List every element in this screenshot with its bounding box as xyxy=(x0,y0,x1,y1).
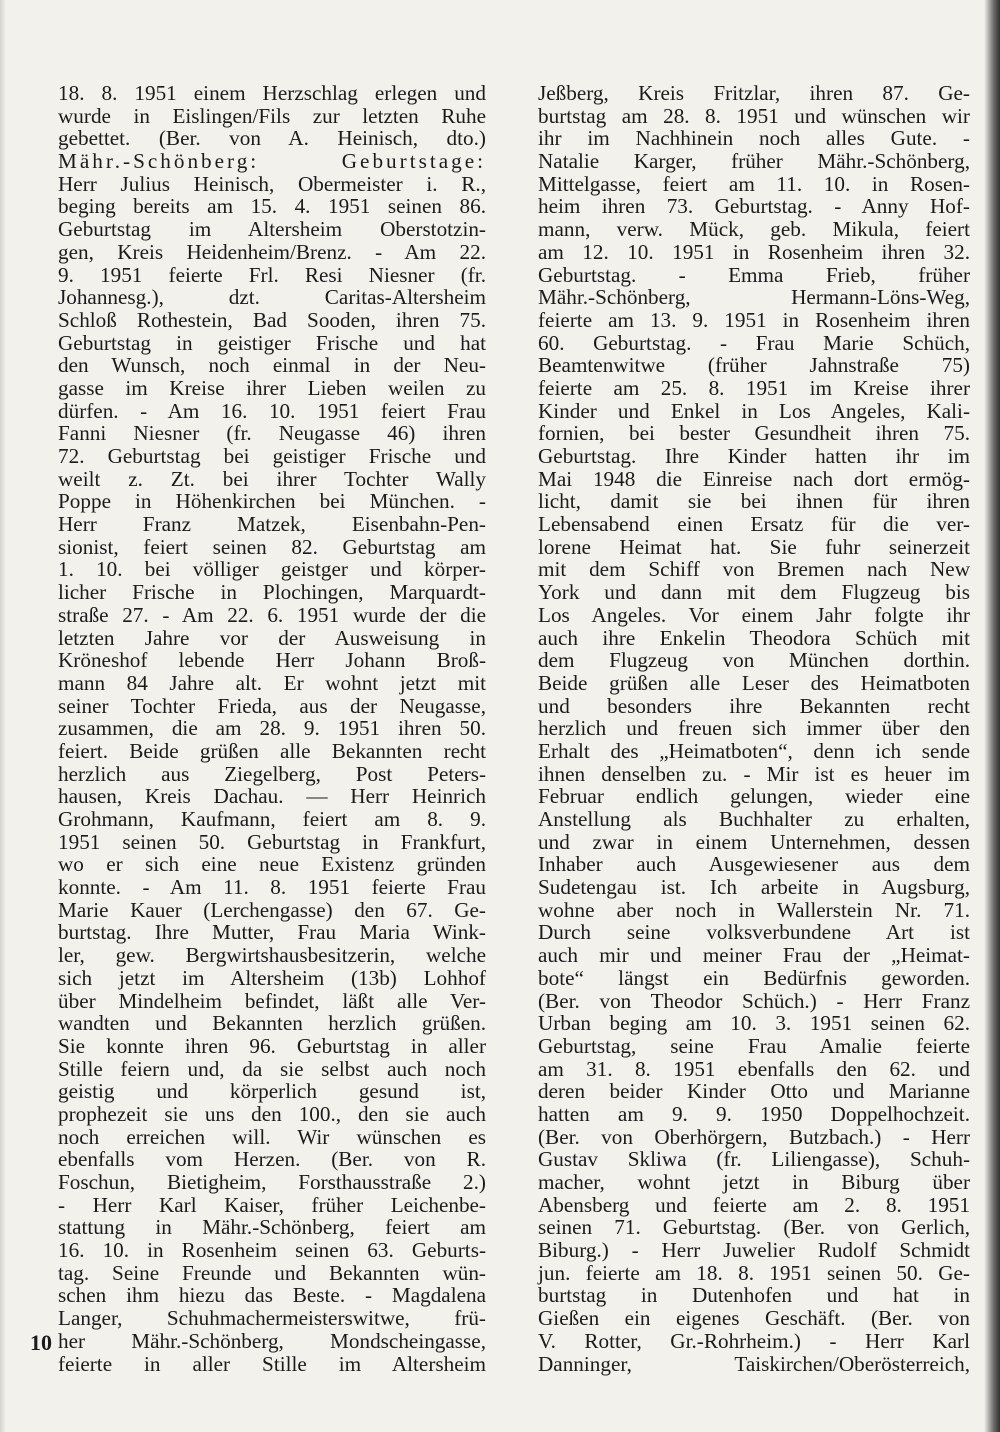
right-column-line: burtstag am 28. 8. 1951 und wünschen wir xyxy=(538,103,970,128)
left-column-line: Schloß Rothestein, Bad Sooden, ihren 75. xyxy=(58,307,486,332)
right-text-column xyxy=(538,82,970,1375)
left-column-line: sionist, feiert seinen 82. Geburtstag am xyxy=(58,534,486,559)
left-column-line: gebettet. (Ber. von A. Heinisch, dto.) xyxy=(58,126,486,151)
left-column-line: 72. Geburtstag bei geistiger Frische und xyxy=(58,444,486,468)
right-column-line: macher, wohnt jetzt in Biburg über xyxy=(538,1170,970,1194)
right-column-line: Mähr.-Schönberg, Hermann-Löns-Weg, xyxy=(538,285,970,310)
left-column-line: feierte in aller Stille im Altersheim xyxy=(58,1351,486,1376)
left-column-line: - Herr Karl Kaiser, früher Leichenbe- xyxy=(58,1192,486,1217)
right-column-line: Gustav Skliwa (fr. Liliengasse), Schuh- xyxy=(538,1147,970,1172)
right-column-line: (Ber. von Oberhörgern, Butzbach.) - Herr xyxy=(538,1124,970,1149)
left-column-line: Marie Kauer (Lerchengasse) den 67. Ge- xyxy=(58,897,486,922)
right-column-line: Inhaber auch Ausgewiesener aus dem xyxy=(538,852,970,877)
left-column-line: dürfen. - Am 16. 10. 1951 feiert Frau xyxy=(58,398,486,423)
left-column-line: straße 27. - Am 22. 6. 1951 wurde der die xyxy=(58,602,486,627)
left-column-line: wandten und Bekannten herzlich grüßen. xyxy=(58,1011,486,1036)
page-edge-shadow xyxy=(0,0,6,1432)
left-column-line: wurde in Eislingen/Fils zur letzten Ruhe xyxy=(58,103,486,128)
left-column-line: schen ihm hiezu das Beste. - Magdalena xyxy=(58,1283,486,1308)
left-column-line: zusammen, die am 28. 9. 1951 ihren 50. xyxy=(58,716,486,741)
right-column-line: auch ihre Enkelin Theodora Schüch mit xyxy=(538,625,970,650)
right-column-line: Mittelgasse, feiert am 11. 10. in Rosen- xyxy=(538,171,970,196)
right-column-line: hatten am 9. 9. 1950 Doppelhochzeit. xyxy=(538,1101,970,1126)
right-column-line: mann, verw. Mück, geb. Mikula, feiert xyxy=(538,217,970,242)
left-column-line: Johannesg.), dzt. Caritas-Altersheim xyxy=(58,285,486,310)
left-column-line: Stille feiern und, da sie selbst auch noch xyxy=(58,1056,486,1081)
left-text-column xyxy=(58,82,486,1375)
right-column-line: deren beider Kinder Otto und Marianne xyxy=(538,1079,970,1104)
right-column-line: Geburtstag. - Emma Frieb, früher xyxy=(538,262,970,287)
left-column-line: Herr Franz Matzek, Eisenbahn-Pen- xyxy=(58,512,486,537)
left-column-line: Herr Julius Heinisch, Obermeister i. R., xyxy=(58,171,486,196)
right-column-line: und besonders ihre Bekannten recht xyxy=(538,693,970,718)
right-column-line: ihr im Nachhinein noch alles Gute. - xyxy=(538,126,970,151)
left-column-line: gen, Kreis Heidenheim/Brenz. - Am 22. xyxy=(58,239,486,264)
left-column-line: Mähr.-Schönberg: Geburtstage: xyxy=(58,149,486,174)
right-column-line: Danninger, Taiskirchen/Oberösterreich, xyxy=(538,1351,970,1376)
left-column-line: burtstag. Ihre Mutter, Frau Maria Wink- xyxy=(58,920,486,945)
left-column-line: Geburtstag im Altersheim Oberstotzin- xyxy=(58,217,486,242)
left-column-line: ebenfalls vom Herzen. (Ber. von R. xyxy=(58,1147,486,1172)
left-column-line: sich jetzt im Altersheim (13b) Lohhof xyxy=(58,965,486,990)
right-column-line: lorene Heimat hat. Sie fuhr seinerzeit xyxy=(538,534,970,559)
left-column-line: Poppe in Höhenkirchen bei München. - xyxy=(58,489,486,514)
left-column-line: beging bereits am 15. 4. 1951 seinen 86. xyxy=(58,194,486,219)
right-column-line: am 12. 10. 1951 in Rosenheim ihren 32. xyxy=(538,239,970,264)
left-column-line: prophezeit sie uns den 100., den sie auch xyxy=(58,1101,486,1126)
left-column-line: 16. 10. in Rosenheim seinen 63. Geburts- xyxy=(58,1238,486,1263)
left-column-line: mann 84 Jahre alt. Er wohnt jetzt mit xyxy=(58,670,486,695)
left-column-line: Geburtstag in geistiger Frische und hat xyxy=(58,330,486,355)
left-column-line: wo er sich eine neue Existenz gründen xyxy=(58,852,486,877)
left-column-line: her Mähr.-Schönberg, Mondscheingasse, xyxy=(58,1328,486,1353)
right-column-line: feierte am 13. 9. 1951 in Rosenheim ihren xyxy=(538,307,970,332)
right-column-line: ihnen denselben zu. - Mir ist es heuer im xyxy=(538,761,970,786)
right-column-line: Abensberg und feierte am 2. 8. 1951 xyxy=(538,1192,970,1217)
left-column-line: Foschun, Bietigheim, Forsthausstraße 2.) xyxy=(58,1170,486,1194)
left-column-line: letzten Jahre vor der Ausweisung in xyxy=(58,625,486,650)
right-column-line: Urban beging am 10. 3. 1951 seinen 62. xyxy=(538,1011,970,1036)
right-column-line: Los Angeles. Vor einem Jahr folgte ihr xyxy=(538,602,970,627)
right-column-line: (Ber. von Theodor Schüch.) - Herr Franz xyxy=(538,988,970,1013)
binding-shadow xyxy=(984,0,1000,1432)
right-column-line: auch mir und meiner Frau der „Heimat- xyxy=(538,943,970,968)
right-column-line: wohne aber noch in Wallerstein Nr. 71. xyxy=(538,897,970,922)
right-column-line: Gießen ein eigenes Geschäft. (Ber. von xyxy=(538,1306,970,1331)
left-column-line: tag. Seine Freunde und Bekannten wün- xyxy=(58,1260,486,1285)
right-column-line: mit dem Schiff von Bremen nach New xyxy=(538,557,970,582)
left-column-line: gasse im Kreise ihrer Lieben weilen zu xyxy=(58,375,486,400)
left-column-line: 1. 10. bei völliger geistger und körper- xyxy=(58,557,486,582)
right-column-line: Natalie Karger, früher Mähr.-Schönberg, xyxy=(538,149,970,174)
left-column-line: hausen, Kreis Dachau. — Herr Heinrich xyxy=(58,784,486,809)
left-column-line: Langer, Schuhmachermeisterswitwe, frü- xyxy=(58,1306,486,1331)
right-column-line: dem Flugzeug von München dorthin. xyxy=(538,648,970,673)
right-column-line: Kinder und Enkel in Los Angeles, Kali- xyxy=(538,398,970,423)
left-column-line: licher Frische in Plochingen, Marquardt- xyxy=(58,580,486,605)
right-column-line: licht, damit sie bei ihnen für ihren xyxy=(538,489,970,514)
right-column-line: Erhalt des „Heimatboten“, denn ich sende xyxy=(538,738,970,763)
right-column-line: herzlich und freuen sich immer über den xyxy=(538,716,970,741)
right-column-line: bote“ längst ein Bedürfnis geworden. xyxy=(538,965,970,990)
right-column-line: heim ihren 73. Geburtstag. - Anny Hof- xyxy=(538,194,970,219)
right-column-line: Durch seine volksverbundene Art ist xyxy=(538,920,970,945)
left-column-line: stattung in Mähr.-Schönberg, feiert am xyxy=(58,1215,486,1240)
right-column-line: V. Rotter, Gr.-Rohrheim.) - Herr Karl xyxy=(538,1328,970,1353)
right-column-line: 60. Geburtstag. - Frau Marie Schüch, xyxy=(538,330,970,355)
left-column-line: konnte. - Am 11. 8. 1951 feierte Frau xyxy=(58,875,486,900)
left-column-line: weilt z. Zt. bei ihrer Tochter Wally xyxy=(58,466,486,491)
left-column-line: Fanni Niesner (fr. Neugasse 46) ihren xyxy=(58,421,486,446)
right-column-line: York und dann mit dem Flugzeug bis xyxy=(538,580,970,605)
right-column-line: Anstellung als Buchhalter zu erhalten, xyxy=(538,807,970,831)
left-column-line: Grohmann, Kaufmann, feiert am 8. 9. xyxy=(58,807,486,831)
left-column-line: seiner Tochter Frieda, aus der Neugasse, xyxy=(58,693,486,718)
left-column-line: feiert. Beide grüßen alle Bekannten recht xyxy=(58,738,486,763)
right-column-line: jun. feierte am 18. 8. 1951 seinen 50. Ge- xyxy=(538,1260,970,1285)
right-column-line: Februar endlich gelungen, wieder eine xyxy=(538,784,970,809)
right-column-line: seinen 71. Geburtstag. (Ber. von Gerlich, xyxy=(538,1215,970,1240)
left-column-line: noch erreichen will. Wir wünschen es xyxy=(58,1124,486,1149)
left-column-line: 1951 seinen 50. Geburtstag in Frankfurt, xyxy=(58,829,486,854)
right-column-line: burtstag in Dutenhofen und hat in xyxy=(538,1283,970,1308)
right-column-line: feierte am 25. 8. 1951 im Kreise ihrer xyxy=(538,375,970,400)
right-column-line: Lebensabend einen Ersatz für die ver- xyxy=(538,512,970,537)
left-column-line: ler, gew. Bergwirtshausbesitzerin, welche xyxy=(58,943,486,968)
right-column-line: Beide grüßen alle Leser des Heimatboten xyxy=(538,670,970,695)
left-column-line: herzlich aus Ziegelberg, Post Peters- xyxy=(58,761,486,786)
left-column-line: Kröneshof lebende Herr Johann Broß- xyxy=(58,648,486,673)
left-column-line: den Wunsch, noch einmal in der Neu- xyxy=(58,353,486,378)
right-column-line: und zwar in einem Unternehmen, dessen xyxy=(538,829,970,854)
left-column-line: 18. 8. 1951 einem Herzschlag erlegen und xyxy=(58,81,486,105)
right-column-line: Sudetengau ist. Ich arbeite in Augsburg, xyxy=(538,875,970,900)
right-column-line: Geburtstag. Ihre Kinder hatten ihr im xyxy=(538,444,970,468)
right-column-line: Biburg.) - Herr Juwelier Rudolf Schmidt xyxy=(538,1238,970,1263)
left-column-line: über Mindelheim befindet, läßt alle Ver- xyxy=(58,988,486,1013)
left-column-line: Sie konnte ihren 96. Geburtstag in aller xyxy=(58,1033,486,1058)
left-column-line: geistig und körperlich gesund ist, xyxy=(58,1079,486,1104)
page-number: 10 xyxy=(30,1330,52,1355)
right-column-line: Geburtstag, seine Frau Amalie feierte xyxy=(538,1033,970,1058)
right-column-line: Jeßberg, Kreis Fritzlar, ihren 87. Ge- xyxy=(538,81,970,105)
right-column-line: Mai 1948 die Einreise nach dort ermög- xyxy=(538,466,970,491)
right-column-line: fornien, bei bester Gesundheit ihren 75. xyxy=(538,421,970,446)
right-column-line: Beamtenwitwe (früher Jahnstraße 75) xyxy=(538,353,970,378)
right-column-line: am 31. 8. 1951 ebenfalls den 62. und xyxy=(538,1056,970,1081)
left-column-line: 9. 1951 feierte Frl. Resi Niesner (fr. xyxy=(58,262,486,287)
